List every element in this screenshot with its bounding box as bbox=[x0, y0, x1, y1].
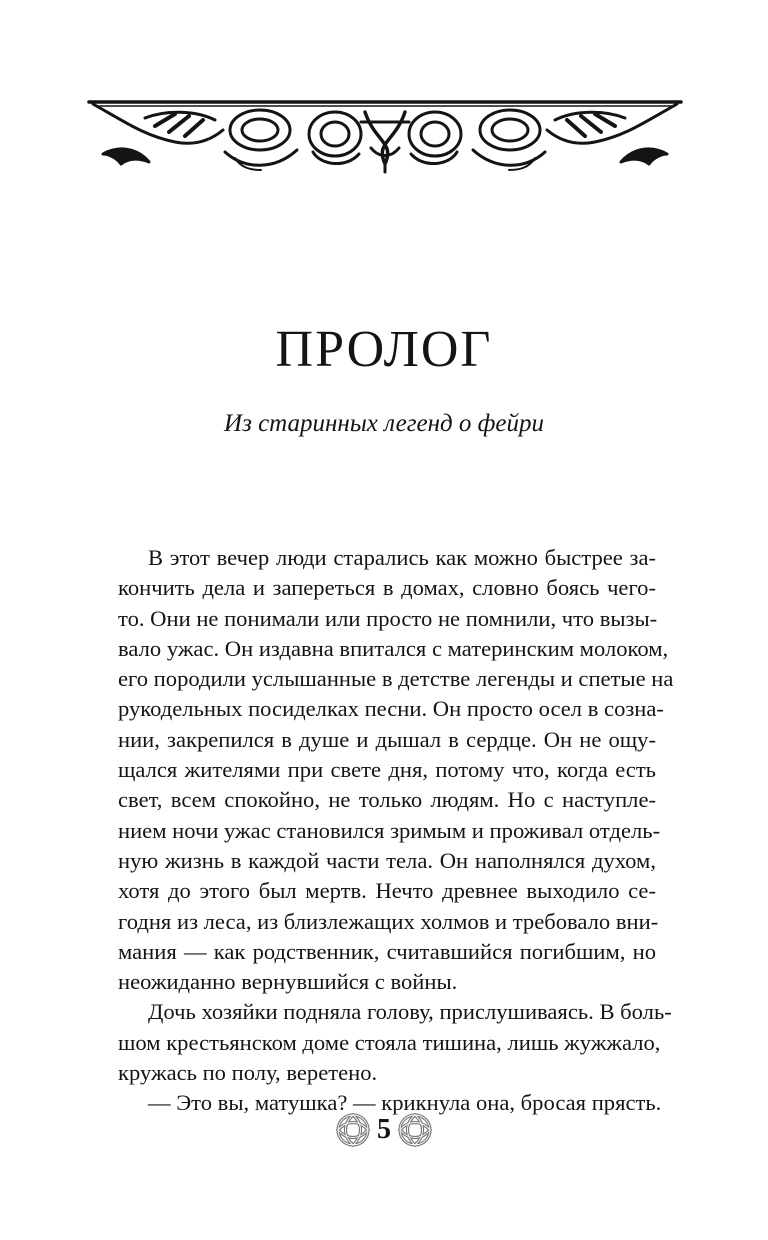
celtic-knot-icon bbox=[395, 1110, 435, 1150]
text-line: кончить дела и запереться в домах, словно боясь чего- bbox=[118, 575, 656, 601]
page-number: 5 bbox=[377, 1114, 391, 1145]
text-line: годня из леса, из близлежащих холмов и требовало вни- bbox=[118, 908, 659, 934]
paragraph bbox=[118, 997, 672, 1088]
paragraph bbox=[118, 543, 674, 997]
text-line: вало ужас. Он издавна впитался с материнским молоком, bbox=[118, 635, 669, 661]
body-text bbox=[118, 543, 674, 1119]
text-line: его породили услышанные в детстве легенды и спетые на bbox=[118, 666, 674, 692]
text-line: щался жителями при свете дня, потому что, когда есть bbox=[118, 757, 656, 783]
page-footer bbox=[0, 1110, 768, 1150]
celtic-knot-icon bbox=[333, 1110, 373, 1150]
text-line: нии, закрепился в душе и дышал в сердце. Он не ощу- bbox=[118, 726, 656, 752]
text-line: неожиданно вернувшийся с войны. bbox=[118, 969, 458, 995]
text-line: кружась по полу, веретено. bbox=[118, 1060, 378, 1086]
chapter-subtitle: Из старинных легенд о фейри bbox=[224, 410, 544, 437]
text-line: рукодельных посиделках песни. Он просто осел в созна- bbox=[118, 696, 664, 722]
text-line: Дочь хозяйки подняла голову, прислушиваясь. В боль- bbox=[148, 999, 672, 1025]
text-line: то. Они не понимали или просто не помнили, что вызы- bbox=[118, 605, 658, 631]
celtic-header-ornament bbox=[85, 92, 685, 178]
text-line: мания — как родственник, считавшийся погибшим, но bbox=[118, 938, 656, 964]
text-line: — Это вы, матушка? — крикнула она, бросая прясть. bbox=[148, 1090, 662, 1116]
text-line: нием ночи ужас становился зримым и проживал отдель- bbox=[118, 817, 661, 843]
chapter-title: ПРОЛОГ bbox=[275, 321, 493, 378]
text-line: ную жизнь в каждой части тела. Он наполнялся духом, bbox=[118, 847, 656, 873]
text-line: хотя до этого был мертв. Нечто древнее выходило се- bbox=[118, 878, 656, 904]
text-line: свет, всем спокойно, не только людям. Но с наступле- bbox=[118, 787, 656, 813]
text-line: шом крестьянском доме стояла тишина, лишь жужжало, bbox=[118, 1029, 661, 1055]
text-line: В этот вечер люди старались как можно быстрее за- bbox=[148, 545, 656, 570]
